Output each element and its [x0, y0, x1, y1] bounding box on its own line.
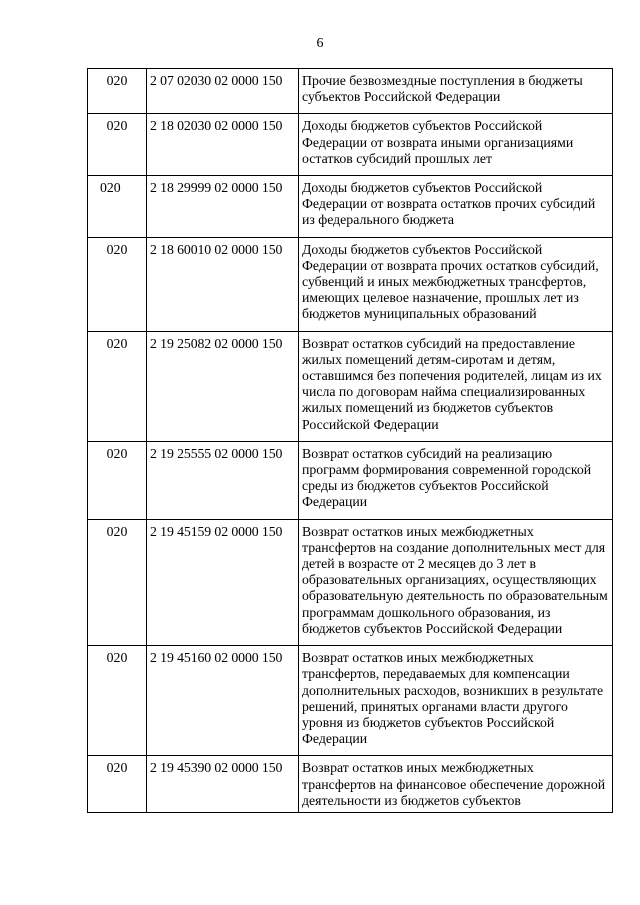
budget-revenue-table	[87, 68, 613, 813]
description-cell: Доходы бюджетов субъектов Российской Федерации от возврата прочих остатков субсидий, субвенций и иных межбюджетных трансфертов, имеющих целевое назначение, прошлых лет из бюджетов муниципальных образований	[299, 237, 613, 331]
admin-code-cell: 020	[88, 331, 147, 441]
table-row	[88, 69, 613, 114]
table-row	[88, 114, 613, 176]
table-row	[88, 237, 613, 331]
admin-code-cell: 020	[88, 519, 147, 645]
budget-code-cell: 2 18 02030 02 0000 150	[147, 114, 299, 176]
description-cell: Возврат остатков иных межбюджетных трансфертов на финансовое обеспечение дорожной деятельности из бюджетов субъектов	[299, 756, 613, 813]
page-number: 6	[316, 36, 324, 51]
description-cell: Доходы бюджетов субъектов Российской Федерации от возврата остатков прочих субсидий из федерального бюджета	[299, 176, 613, 238]
budget-code-cell: 2 19 45159 02 0000 150	[147, 519, 299, 645]
description-cell: Возврат остатков субсидий на предоставление жилых помещений детям-сиротам и детям, оставшимся без попечения родителей, лицам из их числа по договорам найма специализированных жилых помещений из бюджетов субъектов Российской Федерации	[299, 331, 613, 441]
admin-code-cell: 020	[88, 756, 147, 813]
description-cell: Доходы бюджетов субъектов Российской Федерации от возврата иными организациями остатков субсидий прошлых лет	[299, 114, 613, 176]
admin-code-cell: 020	[88, 114, 147, 176]
admin-code-cell: 020	[88, 176, 147, 238]
budget-code-cell: 2 19 25555 02 0000 150	[147, 441, 299, 519]
table-row	[88, 331, 613, 441]
budget-code-cell: 2 19 45160 02 0000 150	[147, 646, 299, 756]
budget-code-cell: 2 07 02030 02 0000 150	[147, 69, 299, 114]
table-row	[88, 646, 613, 756]
budget-code-cell: 2 18 29999 02 0000 150	[147, 176, 299, 238]
description-cell: Возврат остатков иных межбюджетных трансфертов на создание дополнительных мест для детей в возрасте от 2 месяцев до 3 лет в образовательных организациях, осуществляющих образовательную деятельность по образовательным программам дошкольного образования, из бюджетов субъектов Российской Федерации	[299, 519, 613, 645]
table-row	[88, 756, 613, 813]
admin-code-cell: 020	[88, 441, 147, 519]
admin-code-cell: 020	[88, 237, 147, 331]
description-cell: Возврат остатков субсидий на реализацию программ формирования современной городской среды из бюджетов субъектов Российской Федерации	[299, 441, 613, 519]
table-row	[88, 519, 613, 645]
budget-code-cell: 2 19 45390 02 0000 150	[147, 756, 299, 813]
budget-code-cell: 2 18 60010 02 0000 150	[147, 237, 299, 331]
budget-code-cell: 2 19 25082 02 0000 150	[147, 331, 299, 441]
table-row	[88, 441, 613, 519]
admin-code-cell: 020	[88, 646, 147, 756]
admin-code-cell: 020	[88, 69, 147, 114]
table-row	[88, 176, 613, 238]
description-cell: Возврат остатков иных межбюджетных трансфертов, передаваемых для компенсации дополнительных расходов, возникших в результате решений, принятых органами власти другого уровня из бюджетов субъектов Российской Федерации	[299, 646, 613, 756]
description-cell: Прочие безвозмездные поступления в бюджеты субъектов Российской Федерации	[299, 69, 613, 114]
